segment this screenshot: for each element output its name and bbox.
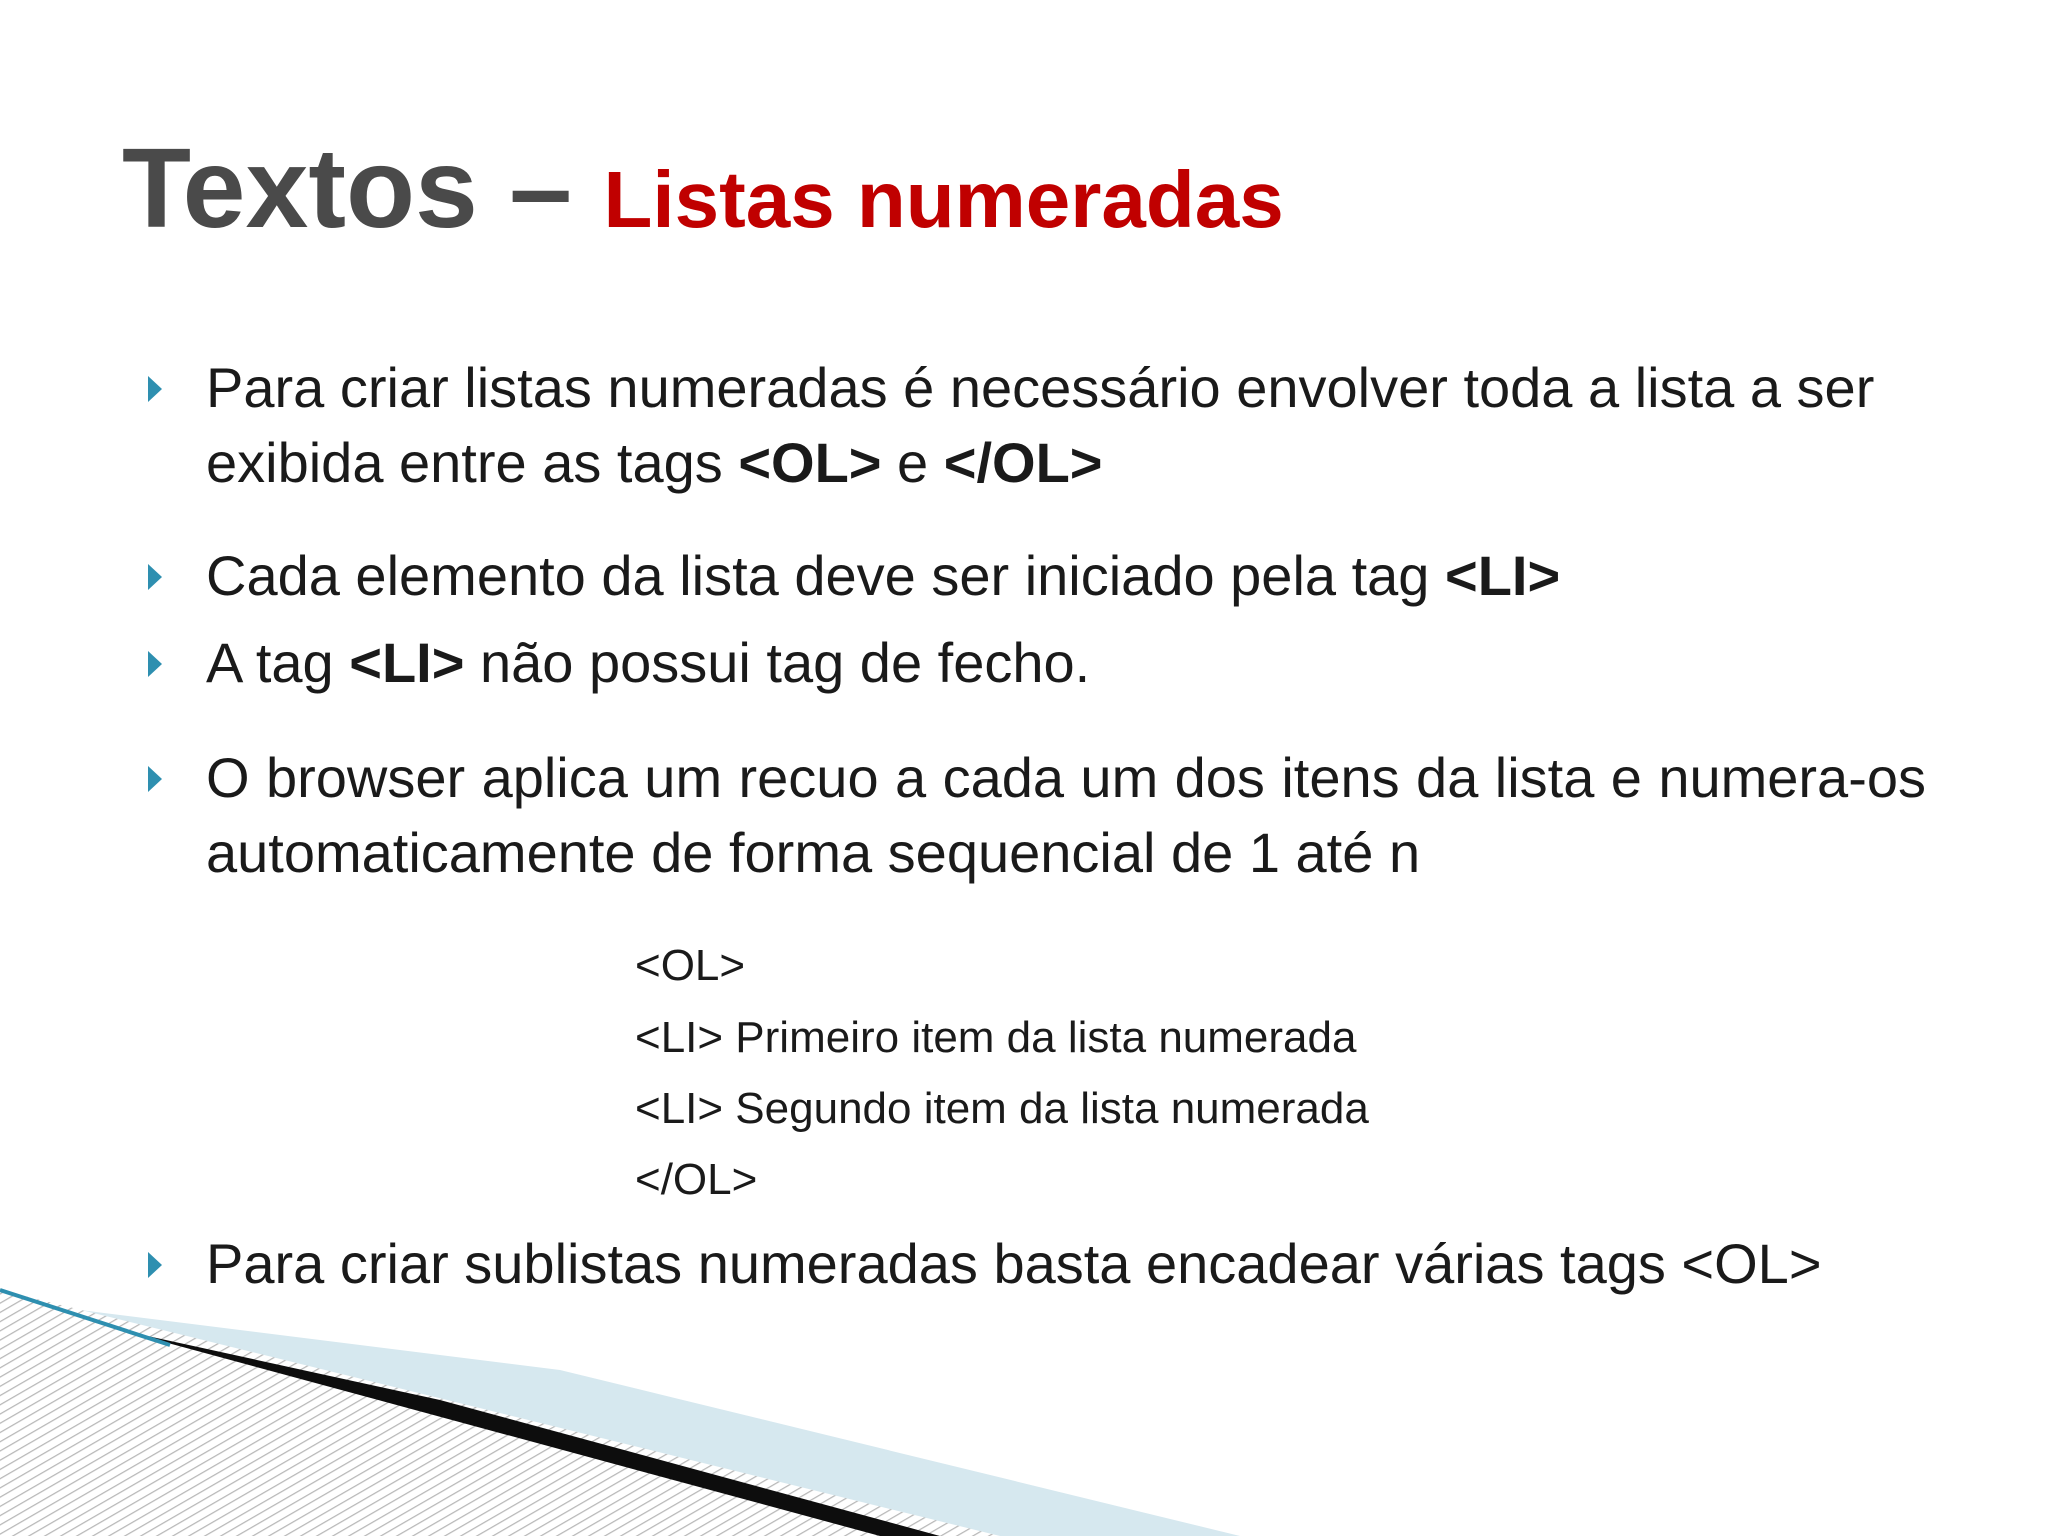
bullet-arrow-icon [148, 564, 162, 590]
bullet-item [148, 350, 1926, 500]
slide-title [122, 125, 1284, 251]
code-line: <LI> Primeiro item da lista numerada [635, 1013, 1357, 1062]
title-main: Textos [122, 125, 478, 251]
bullet-text: O browser aplica um recuo a cada um dos itens da lista e numera-os automaticamente de forma sequencial de 1 até n [206, 746, 1926, 884]
bullet-text: Para criar sublistas numeradas basta encadear várias tags <OL> [206, 1232, 1822, 1295]
bullet-arrow-icon [148, 1252, 162, 1278]
bullet-arrow-icon [148, 766, 162, 792]
bullet-text: Cada elemento da lista deve ser iniciado pela tag <LI> [206, 544, 1561, 607]
code-line: </OL> [635, 1155, 758, 1204]
bullet-item [148, 740, 1926, 890]
title-dash: – [477, 125, 604, 251]
bullet-text: Para criar listas numeradas é necessário envolver toda a lista a ser exibida entre as tags <OL> e </OL> [206, 356, 1875, 494]
code-line: <OL> [635, 941, 746, 990]
bullet-item [148, 1226, 1926, 1301]
bullet-arrow-icon [148, 651, 162, 677]
bullet-arrow-icon [148, 376, 162, 402]
bullet-item [148, 625, 1926, 700]
code-line: <LI> Segundo item da lista numerada [635, 1084, 1369, 1133]
bullet-item [148, 538, 1926, 613]
bullet-text: A tag <LI> não possui tag de fecho. [206, 631, 1091, 694]
title-sub: Listas numeradas [603, 155, 1284, 244]
